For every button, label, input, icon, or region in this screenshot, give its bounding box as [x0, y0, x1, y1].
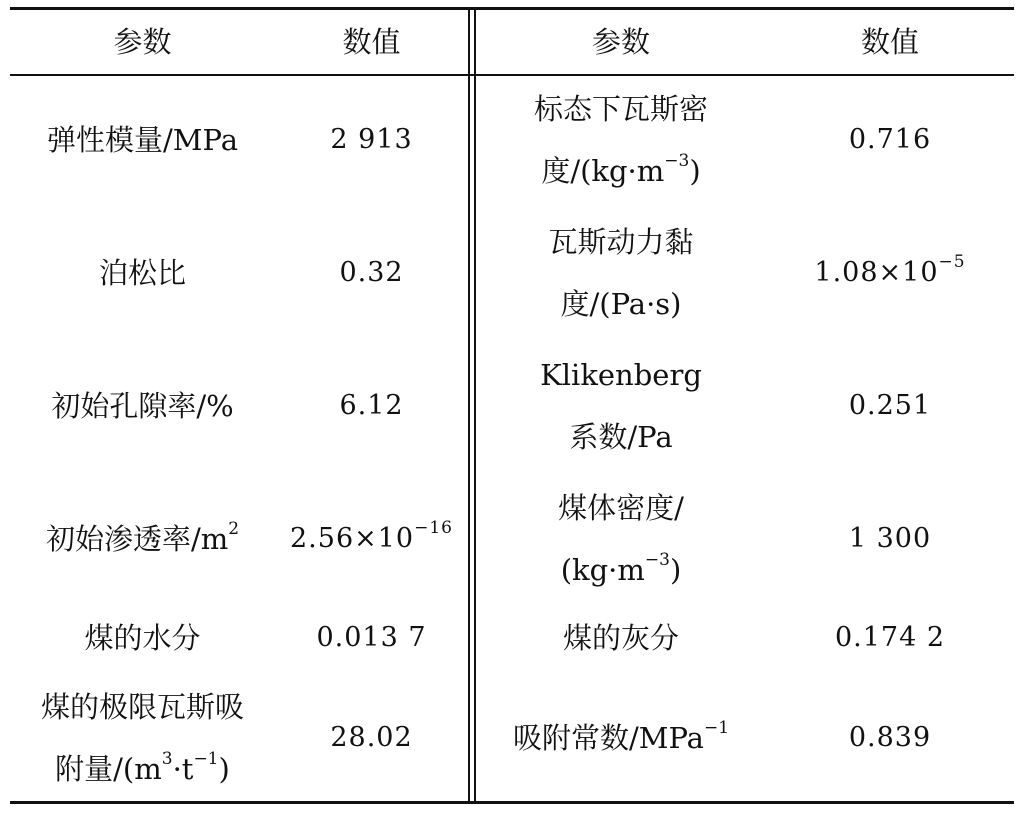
- row1-right-param-post: ): [689, 154, 701, 188]
- row6-right-value: [766, 674, 1014, 801]
- row5-left-param: [10, 604, 275, 672]
- row4-right-param-sup: −3: [644, 550, 670, 571]
- row1-right-param-line2: 度/(kg·m: [541, 154, 665, 188]
- row4-left-param-sup: 2: [228, 519, 240, 540]
- row1-right-param-sup: −3: [664, 151, 690, 172]
- row5-right-value: [766, 604, 1014, 672]
- row6-right-value-text: 0.839: [848, 721, 932, 753]
- row1-left-param-text: 弹性模量/MPa: [47, 123, 238, 157]
- row5-right-param-text: 煤的灰分: [562, 621, 679, 655]
- row6-left-param-sup1: 3: [161, 748, 173, 769]
- row2-right-value: [766, 209, 1014, 337]
- header-right-value: [766, 10, 1014, 74]
- row6-left-param-line2: 附量/(m: [55, 751, 162, 786]
- row4-right-value: [766, 475, 1014, 603]
- row4-right-param-line1: 煤体密度/: [558, 491, 684, 525]
- row6-left-param-sup2: −1: [193, 748, 219, 769]
- row3-left-value-text: 6.12: [339, 390, 404, 421]
- row3-right-param-line1: Klikenberg: [540, 358, 702, 392]
- center-divider-left: [468, 7, 470, 804]
- row2-right-value-sup: −5: [938, 252, 966, 272]
- row2-left-param-text: 泊松比: [98, 256, 186, 290]
- row3-right-value-text: 0.251: [848, 390, 932, 421]
- row2-left-param: [10, 209, 275, 337]
- row4-left-value-sup: −16: [414, 518, 453, 538]
- row6-left-param: [10, 674, 275, 801]
- header-left-value-label: 数值: [342, 25, 401, 59]
- row6-right-param-sup: −1: [703, 717, 730, 738]
- row1-right-value: [766, 76, 1014, 204]
- row3-right-param-line2: 系数/Pa: [569, 420, 673, 454]
- row2-right-value-text: 1.08×10: [814, 257, 939, 288]
- row4-right-param: [476, 475, 766, 603]
- row6-left-value-text: 28.02: [330, 721, 413, 753]
- row3-right-param: [476, 342, 766, 470]
- row5-left-value-text: 0.013 7: [316, 622, 427, 653]
- row5-right-param: [476, 604, 766, 672]
- row6-left-param-post: ): [218, 751, 230, 786]
- header-right-value-label: 数值: [860, 25, 919, 59]
- row4-left-value: [275, 475, 468, 603]
- header-right-param-label: 参数: [591, 25, 650, 59]
- header-left-param-label: 参数: [113, 25, 172, 59]
- row3-left-value: [275, 342, 468, 470]
- row4-right-param-post: ): [669, 553, 682, 587]
- row4-left-param-text: 初始渗透率/m: [45, 522, 229, 556]
- row5-left-value: [275, 604, 468, 672]
- row6-left-value: [275, 674, 468, 801]
- row4-left-param: [10, 475, 275, 603]
- row6-right-param: [476, 674, 766, 801]
- row3-right-value: [766, 342, 1014, 470]
- row3-left-param-text: 初始孔隙率/%: [51, 389, 234, 423]
- row6-left-param-line1: 煤的极限瓦斯吸: [40, 689, 244, 724]
- row2-left-value: [275, 209, 468, 337]
- row4-right-param-line2: (kg·m: [560, 553, 645, 587]
- row1-left-value: [275, 76, 468, 204]
- row2-right-param-line1: 瓦斯动力黏: [548, 225, 694, 259]
- header-left-param: [10, 10, 275, 74]
- row4-right-value-text: 1 300: [848, 523, 932, 554]
- row4-left-value-text: 2.56×10: [290, 523, 415, 554]
- row1-right-value-text: 0.716: [848, 124, 932, 155]
- row2-right-param: [476, 209, 766, 337]
- row1-left-value-text: 2 913: [330, 124, 413, 155]
- row1-left-param: [10, 76, 275, 204]
- row2-right-param-line2: 度/(Pa·s): [560, 287, 682, 321]
- row5-left-param-text: 煤的水分: [84, 621, 201, 655]
- bottom-rule: [10, 801, 1014, 804]
- header-left-value: [275, 10, 468, 74]
- row6-left-param-mid: ·t: [172, 751, 194, 786]
- header-right-param: [476, 10, 766, 74]
- row1-right-param-line1: 标态下瓦斯密: [533, 92, 708, 126]
- row6-right-param-text: 吸附常数/MPa: [512, 720, 704, 755]
- row5-right-value-text: 0.174 2: [834, 622, 946, 653]
- row1-right-param: [476, 76, 766, 204]
- row3-left-param: [10, 342, 275, 470]
- row2-left-value-text: 0.32: [339, 257, 404, 288]
